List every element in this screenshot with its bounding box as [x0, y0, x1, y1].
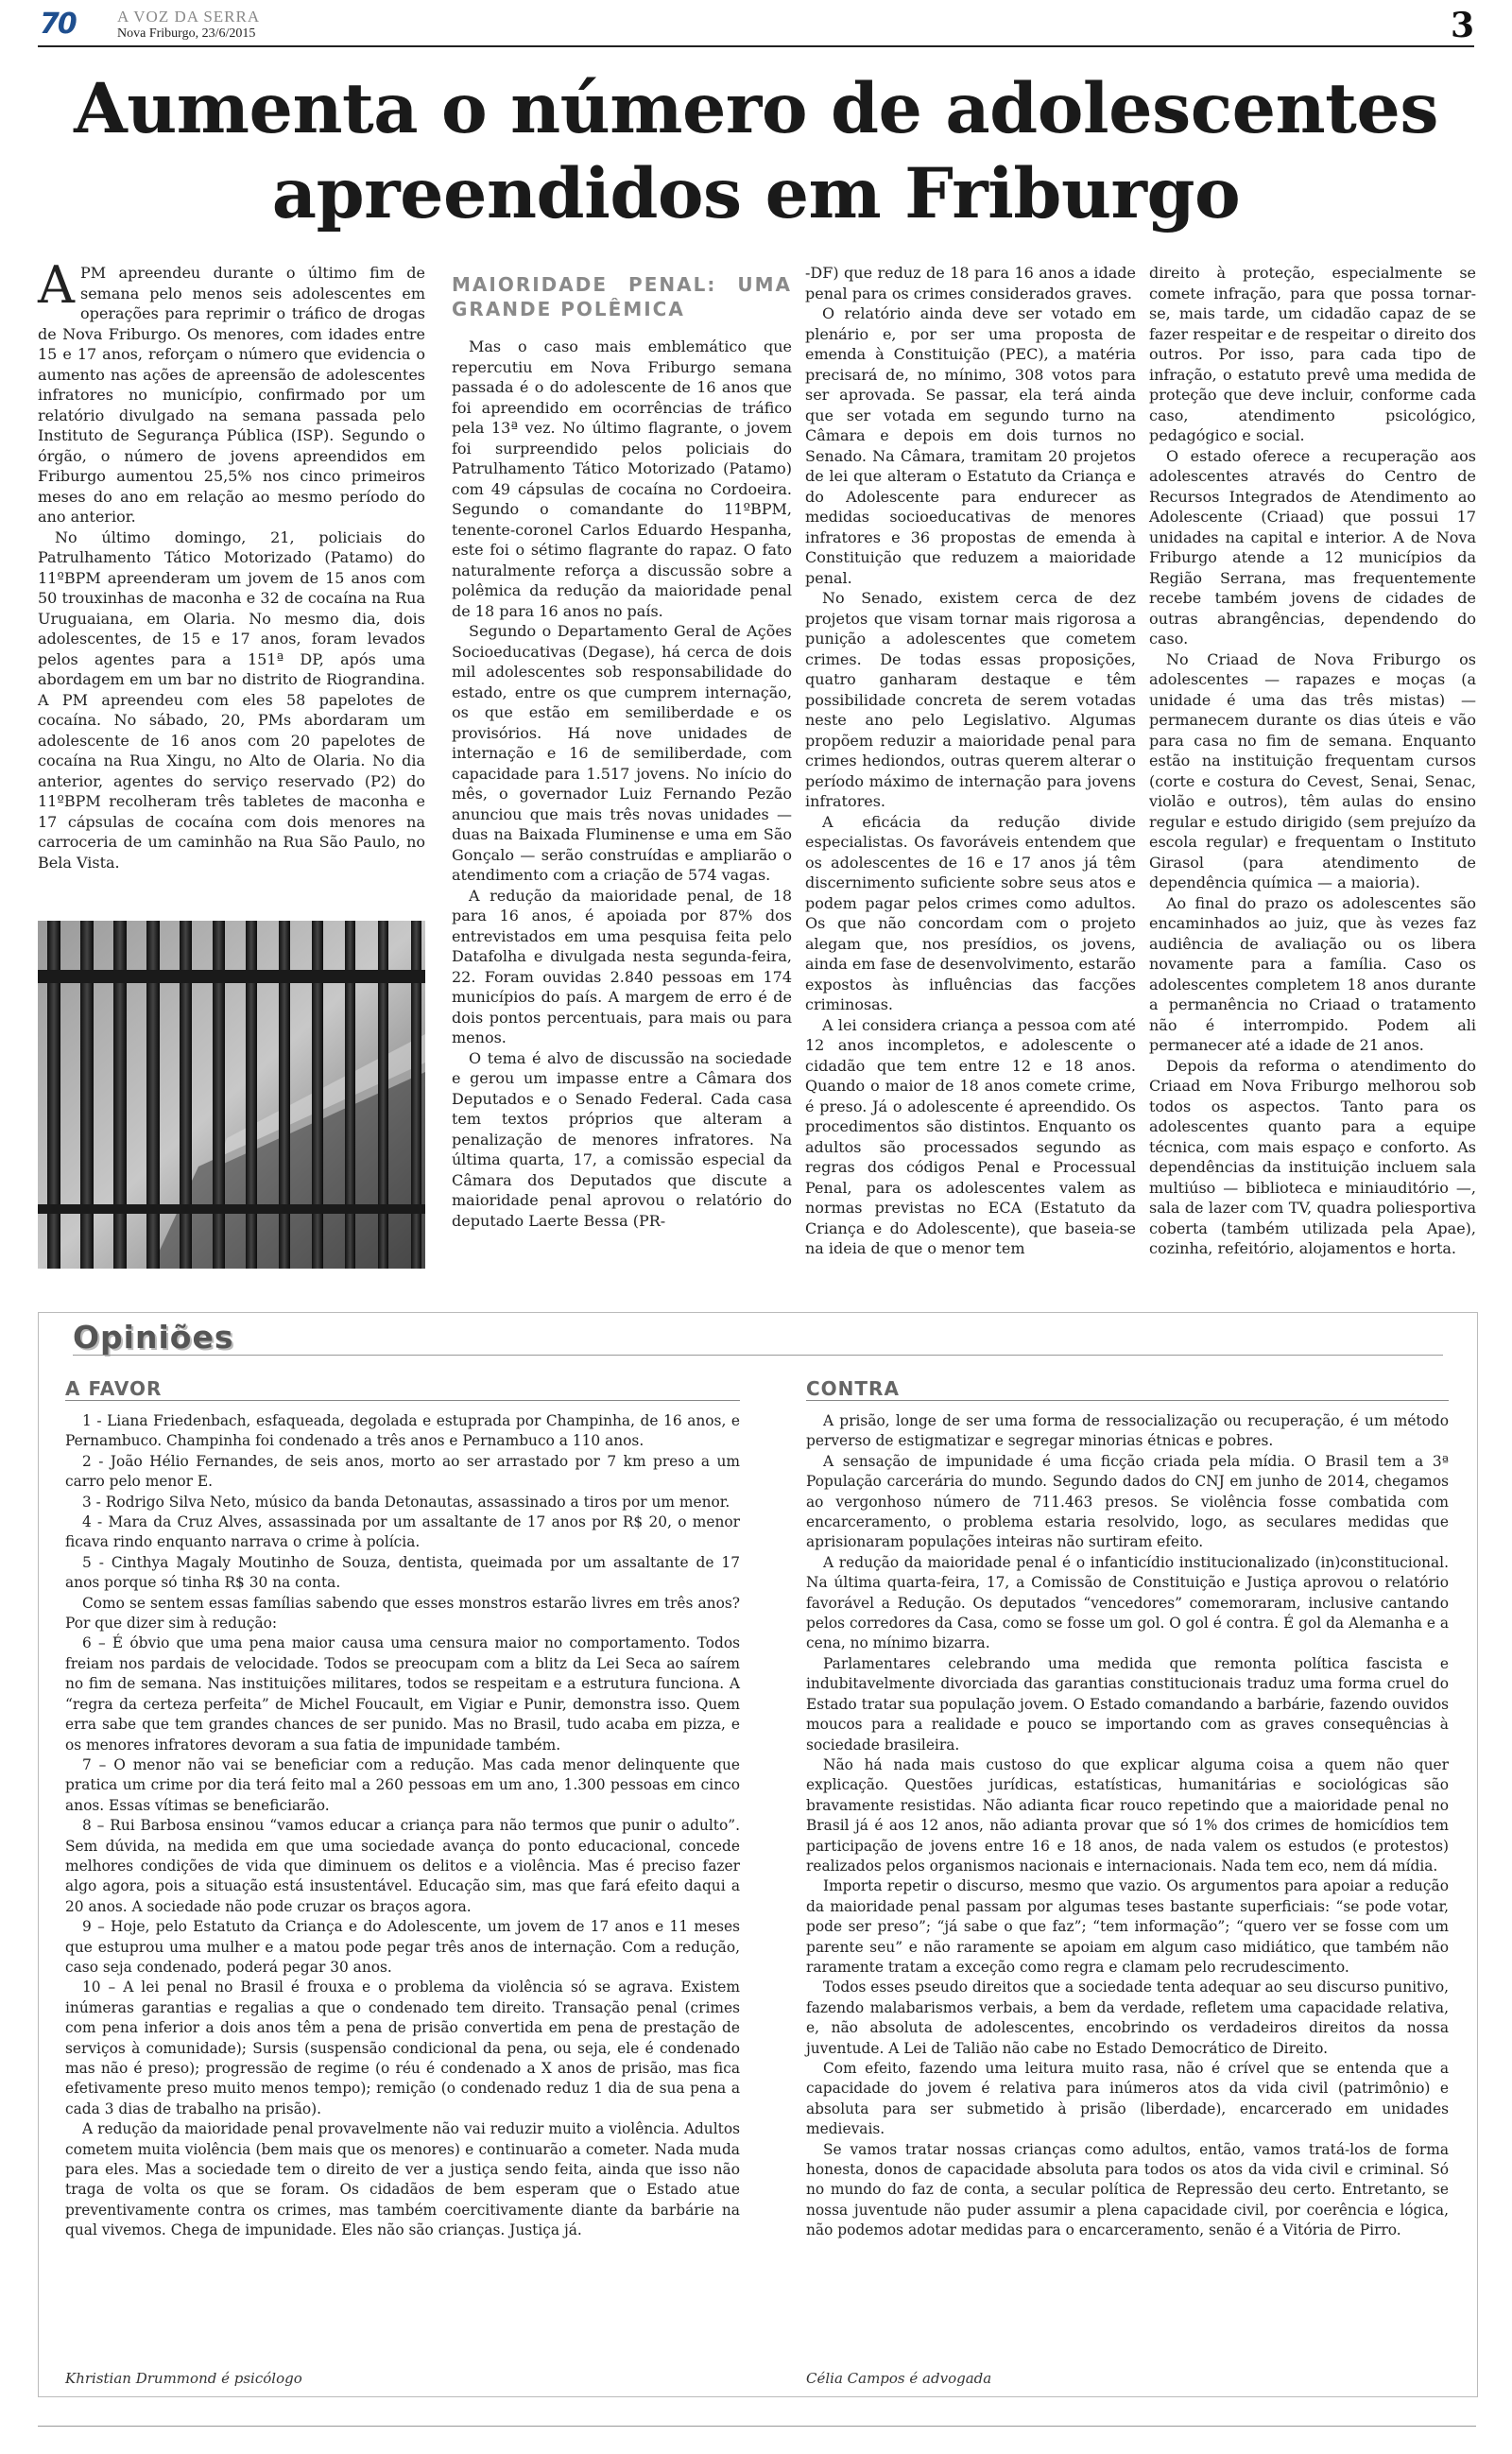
contra-paragraph: Não há nada mais custoso do que explicar alguma coisa a quem não quer explicação. Questões jurídicas, estatísticas, humanitárias e sociológicas são bravamente resistidas. Não adianta ficar rouco repetindo que a maioridade penal no Brasil já é aos 12 anos, não adianta provar que só 1% dos crimes de homicídios tem participação de jovens entre 16 e 18 anos, de nada valem os estudos (e protestos) realizados pelos organismos nacionais e internacionais. Nada tem eco, nem dá mídia.	[806, 1755, 1449, 1875]
article-paragraph: O relatório ainda deve ser votado em plenário e, por ser uma proposta de emenda à Constituição (PEC), a matéria precisará de, no mínimo, 308 votos para ser aprovada. Se passar, ela terá ainda que ser votada em segundo turno na Câmara e depois em dois turnos no Senado. Na Câmara, tramitam 20 projetos de lei que alteram o Estatuto da Criança e do Adolescente para endurecer as medidas socioeducativas de menores infratores e 36 propostas de emenda à Constituição que reduzem a maioridade penal.	[805, 304, 1136, 587]
article-paragraph: Mas o caso mais emblemático que repercutiu em Nova Friburgo semana passada é o do adolescente de 16 anos que foi apreendido em ocorrências de tráfico pela 13ª vez. No último flagrante, o jovem foi surpreendido pelos policiais do Patrulhamento Tático Motorizado (Patamo) com 49 cápsulas de cocaína no Cordoeira. Segundo o comandante do 11ºBPM, tenente-coronel Carlos Eduardo Hespanha, este foi o sétimo flagrante do rapaz. O fato naturalmente reforça a discussão sobre a polêmica da redução da maioridade penal de 18 para 16 anos no país.	[452, 337, 792, 620]
article-paragraph: APM apreendeu durante o último fim de semana pelo menos seis adolescentes em operações para reprimir o tráfico de drogas de Nova Friburgo. Os menores, com idades entre 15 e 17 anos, reforçam o número que evidencia o aumento nas ações de apreensão de adolescentes infratores no município, confirmado por um relatório divulgado na semana passada pelo Instituto de Segurança Pública (ISP). Segundo o órgão, o número de jovens apreendidos em Friburgo aumentou 25,5% nos cinco primeiros meses do ano em relação ao mesmo período do ano anterior.	[38, 255, 425, 526]
opinions-title: Opiniões	[73, 1319, 234, 1356]
favor-paragraph: 1 - Liana Friedenbach, esfaqueada, degolada e estuprada por Champinha, de 16 anos, e Pernambuco. Champinha foi condenado a três anos e Pernambuco a 110 anos.	[65, 1412, 740, 1450]
article-column-4	[1149, 263, 1476, 1259]
contra-paragraph: A sensação de impunidade é uma ficção criada pela mídia. O Brasil tem a 3ª População carcerária do mundo. Segundo dados do CNJ em junho de 2014, chegamos ao vergonhoso número de 711.463 presos. Se violência fosse combatida com encarceramento, o problema estaria resolvido, logo, as seculares medidas que aprisionaram populações inteiras não surtiram efeito.	[806, 1452, 1449, 1551]
favor-label: A FAVOR	[65, 1377, 163, 1400]
article-paragraph: -DF) que reduz de 18 para 16 anos a idade penal para os crimes considerados graves.	[805, 264, 1136, 302]
logo-text: 70	[40, 8, 76, 41]
headline-line-2: apreendidos em Friburgo	[271, 153, 1241, 234]
contra-paragraph: Se vamos tratar nossas crianças como adultos, então, vamos tratá-los de forma honesta, donos de capacidade absoluta para todos os atos da vida civil e criminal. Só no mundo do faz de conta, a secular política de Repressão deu certo. Entretanto, se nossa juventude não puder assumir a plena capacidade civil, por coerência e lógica, não podemos adotar medidas para o encarceramento, senão é a Vitória de Pirro.	[806, 2140, 1449, 2239]
favor-paragraph: 4 - Mara da Cruz Alves, assassinada por um assaltante de 17 anos por R$ 20, o menor ficava rindo enquanto narrava o crime à polícia.	[65, 1513, 740, 1551]
favor-paragraph: Como se sentem essas famílias sabendo que esses monstros estarão livres em três anos? Por que dizer sim à redução:	[65, 1594, 740, 1633]
prison-bars-image	[38, 921, 425, 1269]
article-paragraph: A lei considera criança a pessoa com até 12 anos incompletos, e adolescente o cidadão que tem entre 12 e 18 anos. Quando o maior de 18 anos comete crime, é preso. Já o adolescente é apreendido. Os procedimentos são distintos. Enquanto os adultos são processados segundo as regras dos códigos Penal e Processual Penal, para os adolescentes valem as normas previstas no ECA (Estatuto da Criança e do Adolescente), que baseia-se na ideia de que o menor tem	[805, 1015, 1136, 1257]
favor-paragraph: 9 – Hoje, pelo Estatuto da Criança e do Adolescente, um jovem de 17 anos e 11 meses que estuprou uma mulher e a matou pode pegar três anos de internação. Com a redução, caso seja condenado, poderá pegar 30 anos.	[65, 1918, 740, 1976]
favor-divider	[65, 1400, 740, 1401]
contra-signature: Célia Campos é advogada	[806, 2370, 992, 2387]
article-paragraph: A eficácia da redução divide especialistas. Os favoráveis entendem que os adolescentes de 16 e 17 anos já têm discernimento suficiente sobre seus atos e podem pagar pelos crimes como adultos. Os que não concordam com o projeto alegam que, nos presídios, os jovens, ainda em fase de desenvolvimento, estarão expostos às influências das facções criminosas.	[805, 812, 1136, 1013]
drop-cap: A	[38, 255, 75, 315]
footer-divider	[38, 2426, 1476, 2427]
opinions-divider	[73, 1355, 1443, 1356]
contra-paragraph: Com efeito, fazendo uma leitura muito rasa, não é crível que se entenda que a capacidade do jovem é relativa para inúmeros atos da vida civil (patrimônio) e absoluta para ser submetido à prisão (liberdade), encarcerado em unidades medievais.	[806, 2060, 1449, 2138]
article-paragraph: No Senado, existem cerca de dez projetos que visam tornar mais rigorosa a punição a adolescentes que cometem crimes. De todas essas proposições, quatro ganharam destaque e têm possibilidade concreta de serem votadas neste ano pelo Legislativo. Algumas propõem reduzir a maioridade penal para crimes hediondos, outras querem alterar o período máximo de internação para jovens infratores.	[805, 589, 1136, 810]
favor-paragraph: 10 – A lei penal no Brasil é frouxa e o problema da violência só se agrava. Existem inúmeras garantias e regalias a que o condenado tem direito. Transação penal (crimes com pena inferior a dois anos têm a pena de prisão convertida em pena de prestação de serviços à comunidade); Sursis (suspensão condicional da pena, ou seja, ele é condenado mas não é preso); progressão de regime (o réu é condenado a X anos de prisão, mas fica efetivamente preso muito menos tempo); remição (o condenado reduz 1 dia de sua pena a cada 3 dias de trabalho na prisão).	[65, 1979, 740, 2117]
favor-paragraph: 5 - Cinthya Magaly Moutinho de Souza, dentista, queimada por um assaltante de 17 anos porque só tinha R$ 30 na conta.	[65, 1553, 740, 1592]
section-heading: MAIORIDADE PENAL: UMA GRANDE POLÊMICA	[452, 273, 792, 320]
article-paragraph: No Criaad de Nova Friburgo os adolescentes — rapazes e moças (a unidade é uma das três mistas) — permanecem durante os dias úteis e vão para casa no fim de semana. Enquanto estão na instituição frequentam cursos (corte e costura do Cevest, Senai, Senac, violão e outros), têm aulas do ensino regular e estudo dirigido (sem prejuízo da escola regular) e frequentam o Instituto Girasol (para atendimento de dependência química — a maioria).	[1149, 649, 1476, 891]
favor-signature: Khristian Drummond é psicólogo	[65, 2370, 302, 2387]
contra-paragraph: A prisão, longe de ser uma forma de ressocialização ou recuperação, é um método perverso de estigmatizar e segregar minorias étnicas e pobres.	[806, 1412, 1449, 1450]
article-paragraph: A redução da maioridade penal, de 18 para 16 anos, é apoiada por 87% dos entrevistados em uma pesquisa feita pelo Datafolha e divulgada nesta segunda-feira, 22. Foram ouvidas 2.840 pessoas em 174 municípios do país. A margem de erro é de dois pontos percentuais, para mais ou para menos.	[452, 886, 792, 1046]
favor-paragraph: 6 – É óbvio que uma pena maior causa uma censura maior no comportamento. Todos freiam nos pardais de velocidade. Todos se preocupam com a blitz da Lei Seca ao saírem no fim de semana. Nas instituições militares, todos se respeitam e a estrutura funciona. A “regra da certeza perfeita” de Michel Foucault, em Vigiar e Punir, demonstra isso. Quem erra sabe que tem grandes chances de ser punido. Mas no Brasil, tudo acaba em pizza, e os menores infratores devoram a sua fatia de impunidade também.	[65, 1634, 740, 1754]
issue-date: Nova Friburgo, 23/6/2015	[117, 26, 256, 41]
contra-column	[806, 1411, 1449, 2241]
article-paragraph: Segundo o Departamento Geral de Ações Socioeducativas (Degase), há cerca de dois mil adolescentes sob responsabilidade do estado, entre os que cumprem internação, os que estão em semiliberdade e os provisórios. Há nove unidades de internação e 16 de semiliberdade, com capacidade para 1.517 jovens. No início do mês, o governador Luiz Fernando Pezão anunciou que mais três novas unidades — duas na Baixada Fluminense e uma em São Gonçalo — serão construídas e ampliarão o atendimento com a criação de 574 vagas.	[452, 622, 792, 884]
contra-paragraph: Todos esses pseudo direitos que a sociedade tenta adequar ao seu discurso punitivo, fazendo malabarismos verbais, a bem da verdade, refletem uma capacidade relativa, e, não absoluta de adolescentes, encobrindo os verdadeiros direitos da nossa juventude. A Lei de Talião não cabe no Estado Democrático de Direito.	[806, 1979, 1449, 2057]
article-paragraph: O estado oferece a recuperação aos adolescentes através do Centro de Recursos Integrados de Atendimento ao Adolescente (Criaad) que possui 17 unidades na capital e interior. A de Nova Friburgo atende a 12 municípios da Região Serrana, mas frequentemente recebe também jovens de cidades de outras abrangências, dependendo do caso.	[1149, 446, 1476, 648]
article-column-3	[805, 263, 1136, 1259]
contra-paragraph: Parlamentares celebrando uma medida que remonta política fascista e indubitavelmente divorciada das garantias constitucionais traduz uma forma cruel do Estado tratar sua população jovem. O Estado comandando a barbárie, fazendo ouvidos moucos para a realidade e pouco se importando com as graves consequências à sociedade brasileira.	[806, 1654, 1449, 1754]
article-column-1	[38, 255, 425, 873]
article-column-2	[452, 263, 792, 1231]
favor-paragraph: 8 – Rui Barbosa ensinou “vamos educar a criança para não termos que punir o adulto”. Sem dúvida, na medida em que uma sociedade avança do ponto educacional, concede melhores condições de vida que diminuem os delitos e a violência. Mas é preciso fazer algo agora, pois a situação está insustentável. Educação sim, mas que fará efeito daqui a 20 anos. A sociedade não pode cruzar os braços agora.	[65, 1817, 740, 1915]
favor-paragraph: 2 - João Hélio Fernandes, de seis anos, morto ao ser arrastado por 7 km preso a um carro pelo menor E.	[65, 1452, 740, 1491]
article-paragraph: Ao final do prazo os adolescentes são encaminhados ao juiz, que às vezes faz audiência de avaliação ou os libera novamente para a família. Caso os adolescentes completem 18 anos durante a permanência no Criaad o tratamento não é interrompido. Podem ali permanecer até a idade de 21 anos.	[1149, 893, 1476, 1054]
page-number: 3	[1450, 6, 1474, 45]
favor-paragraph: A redução da maioridade penal provavelmente não vai reduzir muito a violência. Adultos cometem muita violência (bem mais que os menores) e continuarão a cometer. Nada muda para eles. Mas a sociedade tem o direito de ver a justiça sendo feita, ainda que isso não traga de volta os que se foram. Os cidadãos de bem esperam que o Estado atue preventivamente contra os crimes, mas também coercitivamente diante da barbárie na qual vivemos. Chega de impunidade. Eles não são crianças. Justiça já.	[65, 2120, 740, 2239]
prison-bars-photo	[38, 921, 425, 1269]
opinions-box	[38, 1312, 1478, 2397]
headline	[57, 66, 1455, 236]
headline-line-1: Aumenta o número de adolescentes	[74, 68, 1438, 149]
favor-paragraph: 7 – O menor não vai se beneficiar com a redução. Mas cada menor delinquente que pratica um crime por dia terá feito mal a 260 pessoas em um ano, 1.300 pessoas em cinco anos. Essas vítimas se beneficiarão.	[65, 1755, 740, 1814]
article-paragraph: Depois da reforma o atendimento do Criaad em Nova Friburgo melhorou sob todos os aspectos. Tanto para os adolescentes quanto para a equipe técnica, com mais espaço e conforto. As dependências da instituição incluem sala multiúso — biblioteca e miniauditório —, sala de lazer com TV, quadra poliesportiva coberta (também utilizada pela Apae), cozinha, refeitório, alojamentos e horta.	[1149, 1056, 1476, 1257]
contra-paragraph: Importa repetir o discurso, mesmo que vazio. Os argumentos para apoiar a redução da maioridade penal passam por algumas teses bastante superficiais: “se pode votar, pode ser preso”; “já sabe o que faz”; “tem informação”; “quero ver se fosse com um parente seu” e não raramente se apoiam em algum caso midiático, que também não raramente tratam a exceção como regra e clamam pelo recrudescimento.	[806, 1877, 1449, 1976]
favor-column	[65, 1411, 740, 2241]
contra-label: CONTRA	[806, 1377, 900, 1400]
article-paragraph: O tema é alvo de discussão na sociedade e gerou um impasse entre a Câmara dos Deputados e o Senado Federal. Cada casa tem textos próprios que alteram a penalização de menores infratores. Na última quarta, 17, a comissão especial da Câmara dos Deputados que discute a maioridade penal aprovou o relatório do deputado Laerte Bessa (PR-	[452, 1048, 792, 1230]
masthead	[38, 6, 1474, 47]
article-paragraph: No último domingo, 21, policiais do Patrulhamento Tático Motorizado (Patamo) do 11ºBPM apreenderam um jovem de 15 anos com 50 trouxinhas de maconha e 32 de cocaína na Rua Uruguaiana, em Olaria. No mesmo dia, dois adolescentes, de 15 e 17 anos, foram levados pelos agentes para a 151ª DP, após uma abordagem em um bar no distrito de Riograndina. A PM apreendeu com eles 58 papelotes de cocaína. No sábado, 20, PMs abordaram um adolescente de 16 anos com 20 papelotes de cocaína na Rua Xingu, no Alto de Olaria. No dia anterior, agentes do serviço reservado (P2) do 11ºBPM recolheram três tabletes de maconha e 17 cápsulas de cocaína com dois menores na carroceria de um caminhão na Rua São Paulo, no Bela Vista.	[38, 527, 425, 872]
publication-name: A VOZ DA SERRA	[117, 8, 261, 26]
newspaper-logo	[38, 8, 98, 43]
favor-paragraph: 3 - Rodrigo Silva Neto, músico da banda Detonautas, assassinado a tiros por um menor.	[82, 1493, 730, 1511]
contra-divider	[806, 1400, 1449, 1401]
article-paragraph: direito à proteção, especialmente se comete infração, para que possa tornar-se, mais tarde, um cidadão capaz de se fazer respeitar e de respeitar o direito dos outros. Por isso, para cada tipo de infração, o estatuto prevê uma medida de proteção que deve incluir, conforme cada caso, atendimento psicológico, pedagógico e social.	[1149, 264, 1476, 444]
contra-paragraph: A redução da maioridade penal é o infanticídio institucionalizado (in)constitucional. Na última quarta-feira, 17, a Comissão de Constituição e Justiça aprovou o relatório favorável a Redução. Os deputados “vencedores” comemoraram, inclusive cantando pelos corredores da Casa, como se fosse um gol. O gol é contra. É gol da Alemanha e a cena, no mínimo bizarra.	[806, 1553, 1449, 1652]
